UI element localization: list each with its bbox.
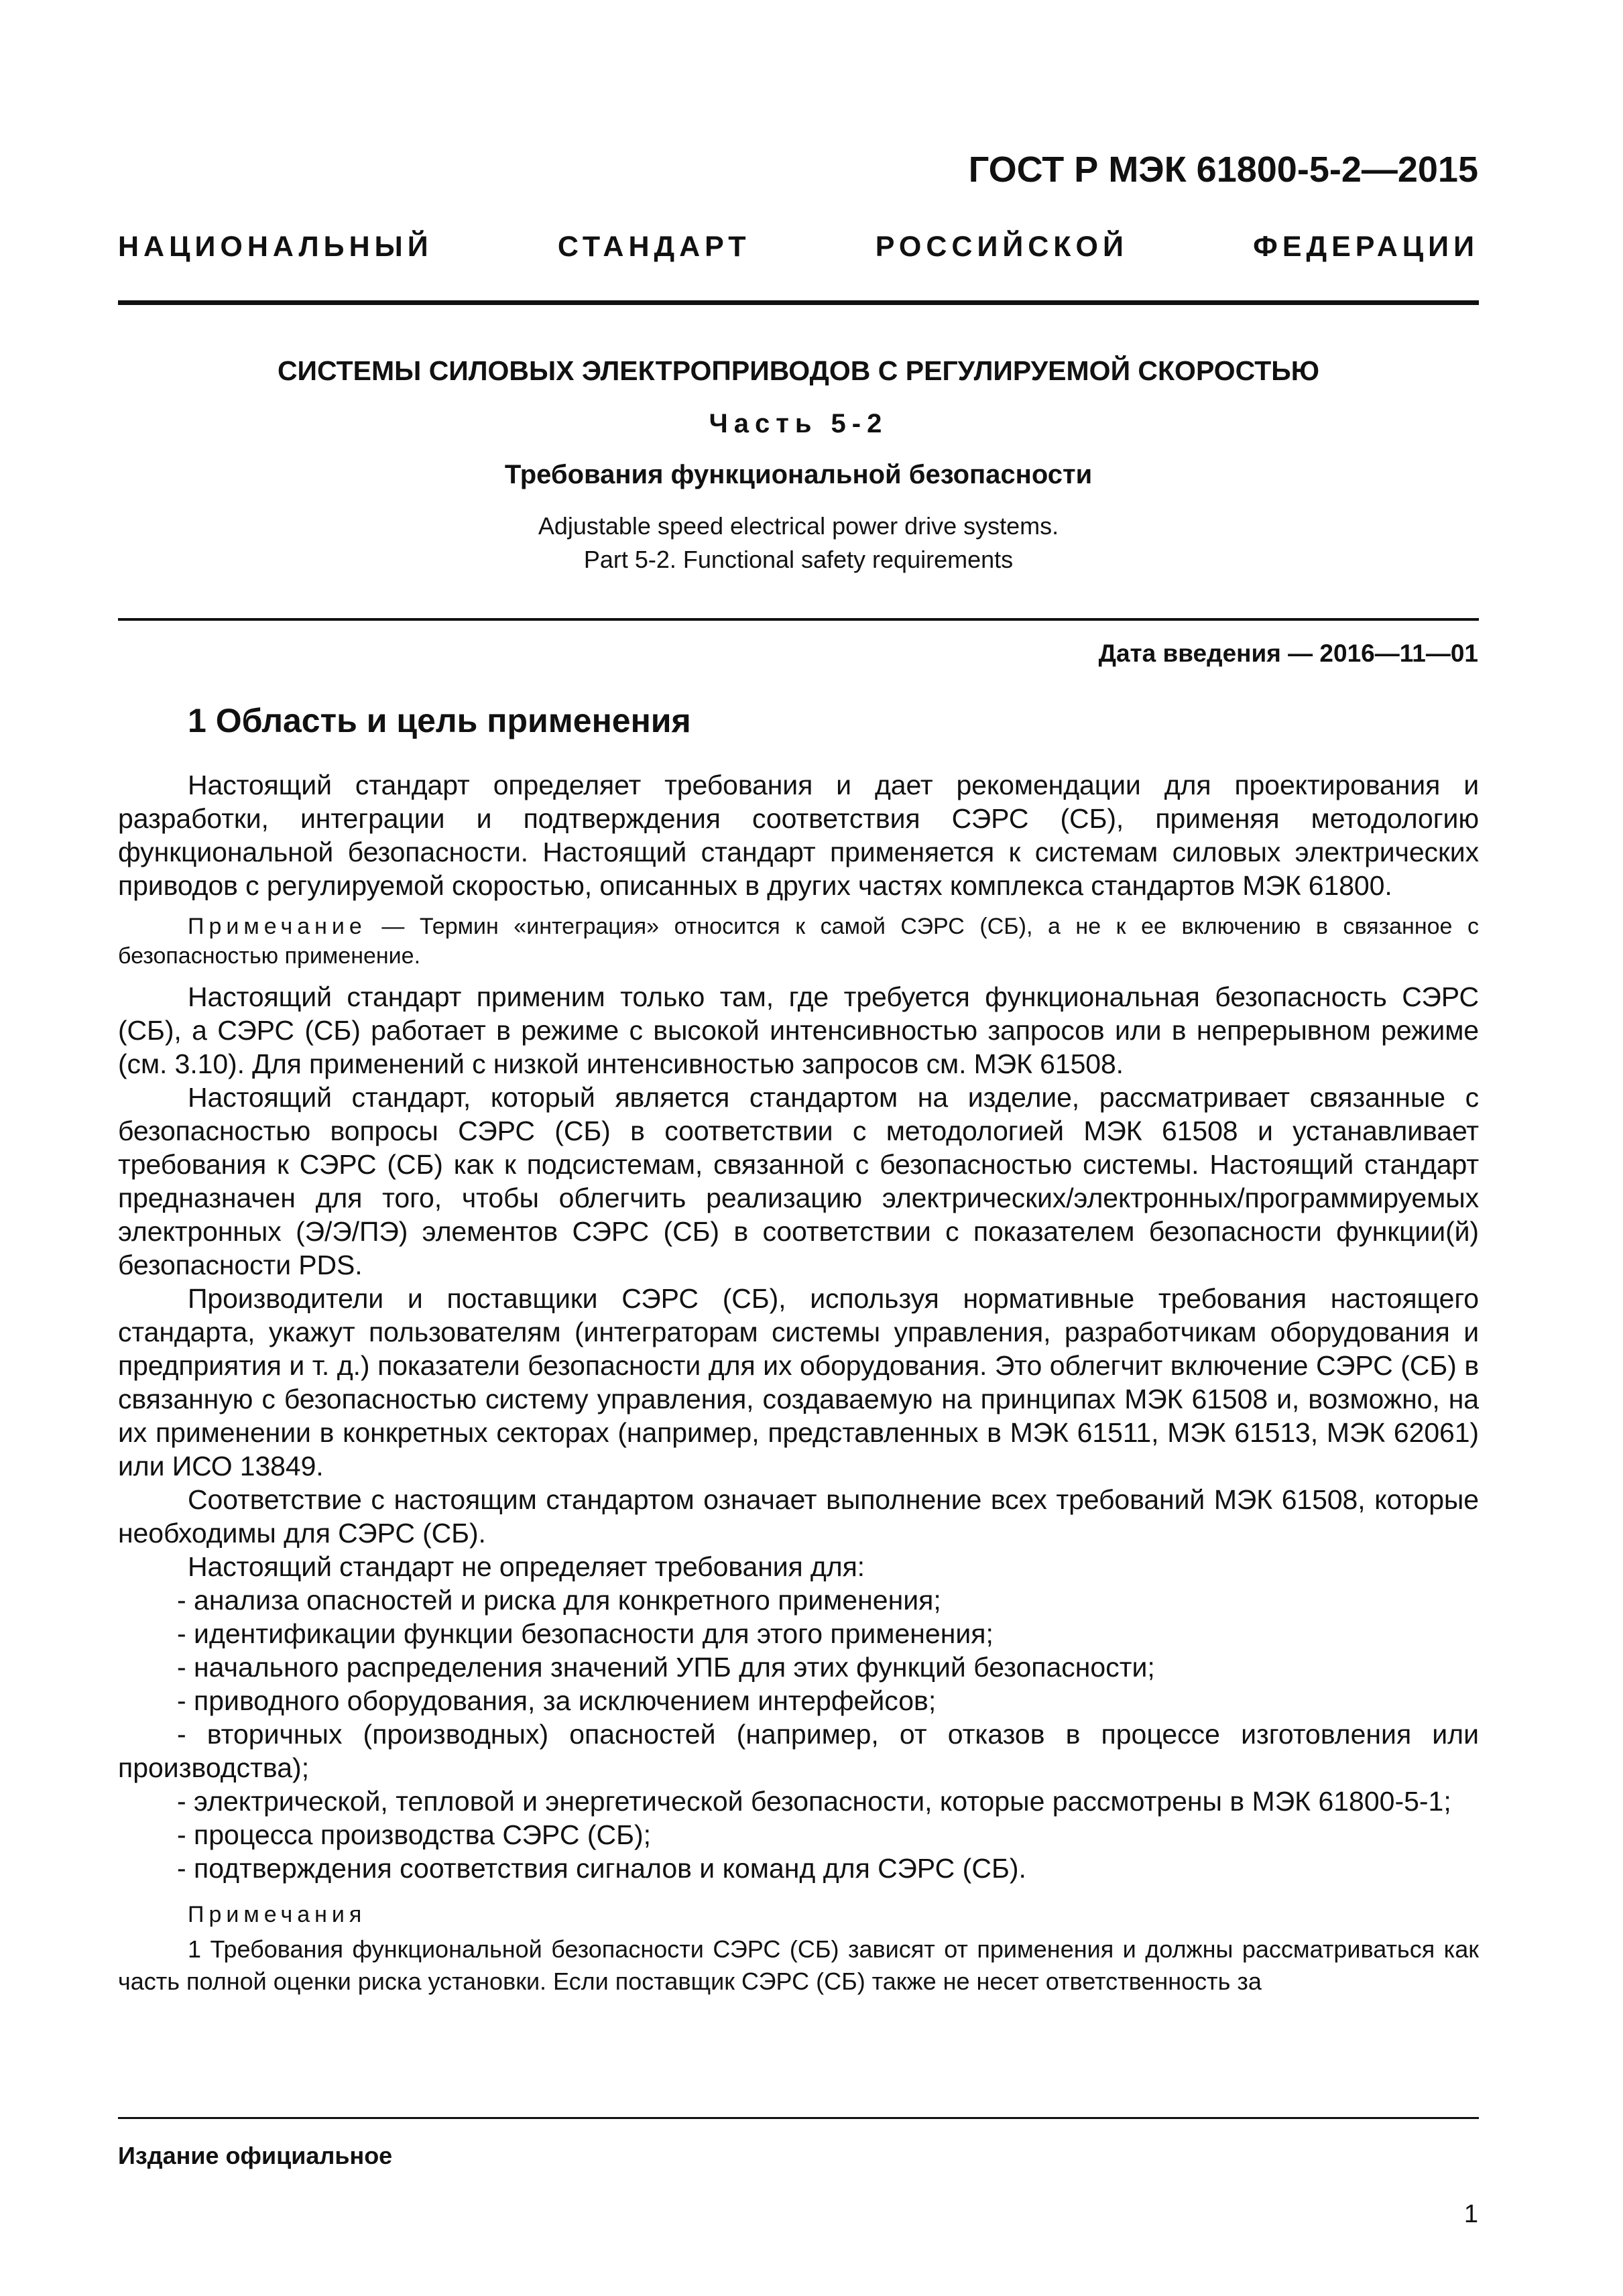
document-part: Часть 5-2	[709, 409, 888, 438]
paragraph: Настоящий стандарт определяет требования и дает рекомендации для проектирования и разработки, интеграции и подтверждения соответствия СЭРС (СБ), применяя методологию функциональной безопасности. Настоящий стандарт применяется к системам силовых электрических приводов с регулируемой скоростью, описанных в других частях комплекса стандартов МЭК 61800.	[118, 770, 1479, 901]
notes-heading: Примечания	[188, 1902, 367, 1927]
list-item: - начального распределения значений УПБ для этих функций безопасности;	[177, 1652, 1155, 1683]
list-item: - процесса производства СЭРС (СБ);	[177, 1819, 652, 1850]
document-subtitle: Требования функциональной безопасности	[504, 460, 1093, 489]
introduction-date: Дата введения — 2016—11—01	[1098, 640, 1478, 667]
list-item: - подтверждения соответствия сигналов и команд для СЭРС (СБ).	[177, 1853, 1026, 1884]
national-standard-text: НАЦИОНАЛЬНЫЙ СТАНДАРТ РОССИЙСКОЙ ФЕДЕРАЦИИ	[118, 231, 1479, 263]
list-item: - анализа опасностей и риска для конкретного применения;	[177, 1585, 941, 1616]
paragraph: Настоящий стандарт применим только там, где требуется функциональная безопасность СЭРС (СБ), а СЭРС (СБ) работает в режиме с высокой интенсивностью запросов или в непрерывном режиме (см. 3.10). Для применений с низкой интенсивностью запросов см. МЭК 61508.	[118, 981, 1479, 1079]
edition-label: Издание официальное	[118, 2142, 393, 2169]
note-label: Примечание	[188, 914, 367, 939]
standard-designation: ГОСТ Р МЭК 61800-5-2—2015	[968, 149, 1478, 190]
list-item: - приводного оборудования, за исключением интерфейсов;	[177, 1685, 937, 1716]
paragraph: Настоящий стандарт, который является стандартом на изделие, рассматривает связанные с безопасностью вопросы СЭРС (СБ) в соответствии с методологией МЭК 61508 и устанавливает требования к СЭРС (СБ) как к подсистемам, связанной с безопасностью системы. Настоящий стандарт предназначен для того, чтобы облегчить реализацию электрических/электронных/программируемых электронных (Э/Э/ПЭ) элементов СЭРС (СБ) в соответствии с показателем безопасности функции(й) безопасности PDS.	[118, 1082, 1479, 1280]
section-heading: 1 Область и цель применения	[188, 702, 691, 739]
list-item: - вторичных (производных) опасностей (например, от отказов в процессе изготовления или производства);	[118, 1719, 1479, 1783]
page-number: 1	[1463, 2200, 1478, 2228]
note-text: — Термин «интеграция» относится к самой СЭРС (СБ), а не к ее включению в связанное с безопасностью применение.	[118, 914, 1479, 969]
title-divider	[118, 618, 1479, 621]
footer-divider	[118, 2117, 1479, 2119]
note	[118, 912, 1479, 971]
paragraph: Настоящий стандарт не определяет требования для:	[188, 1551, 865, 1582]
note-item: 1 Требования функциональной безопасности СЭРС (СБ) зависят от применения и должны рассматриваться как часть полной оценки риска установки. Если поставщик СЭРС (СБ) также не несет ответственность за	[118, 1935, 1479, 1995]
english-title-line1: Adjustable speed electrical power drive systems.	[538, 512, 1059, 540]
header-divider	[118, 300, 1479, 305]
paragraph: Производители и поставщики СЭРС (СБ), используя нормативные требования настоящего стандарта, укажут пользователям (интеграторам системы управления, разработчикам оборудования и предприятия и т. д.) показатели безопасности для их оборудования. Это облегчит включение СЭРС (СБ) в связанную с безопасностью систему управления, создаваемую на принципах МЭК 61508 и, возможно, на их применении в конкретных секторах (например, представленных в МЭК 61511, МЭК 61513, МЭК 62061) или ИСО 13849.	[118, 1283, 1479, 1482]
english-title-line2: Part 5-2. Functional safety requirements	[583, 546, 1014, 573]
body-text	[118, 768, 1479, 1998]
list-item: - идентификации функции безопасности для этого применения;	[177, 1618, 994, 1649]
document-title: СИСТЕМЫ СИЛОВЫХ ЭЛЕКТРОПРИВОДОВ С РЕГУЛИРУЕМОЙ СКОРОСТЬЮ	[277, 355, 1320, 386]
exclusions-list	[118, 1583, 1479, 1885]
list-item: - электрической, тепловой и энергетической безопасности, которые рассмотрены в МЭК 61800-5-1;	[177, 1786, 1451, 1817]
paragraph: Соответствие с настоящим стандартом означает выполнение всех требований МЭК 61508, которые необходимы для СЭРС (СБ).	[118, 1484, 1479, 1549]
national-standard-banner	[118, 231, 1479, 263]
